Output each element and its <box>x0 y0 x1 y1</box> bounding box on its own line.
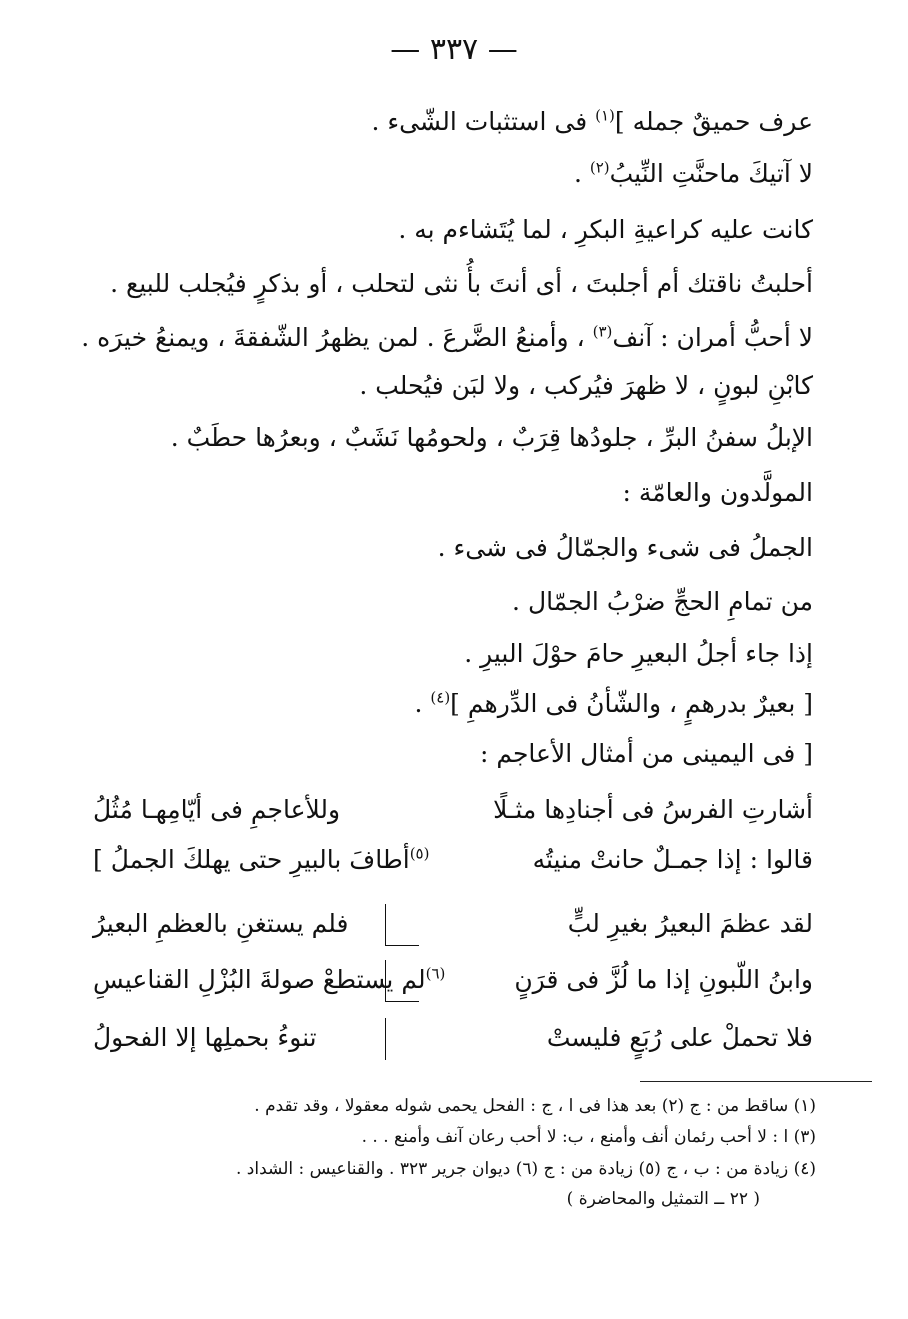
footnote-ref: (٥) <box>409 844 430 863</box>
verse-second-hemistich: فلم يستغنِ بالعظمِ البعيرُ <box>93 909 349 938</box>
footnote-ref: (٦) <box>425 964 446 983</box>
verse <box>93 788 813 832</box>
line-text-after: . <box>414 689 431 718</box>
verse-second-hemistich <box>93 958 445 1002</box>
text-line <box>93 212 813 248</box>
footnote-ref: (٤) <box>430 688 451 707</box>
text-line <box>93 266 813 302</box>
verse-first-hemistich: أشارتِ الفرسُ فى أجنادِها مثـلًا <box>493 795 813 824</box>
hemistich-text: لم يستطعْ صولةَ البُزْلِ القناعيسِ <box>93 965 426 994</box>
line-text: أحلبتُ ناقتك أم أجلبتَ ، أى أنتَ بأُ نثى لتحلب ، أو بذكرٍ فيُجلب للبيع . <box>110 269 813 298</box>
page-number: — ٣٣٧ — <box>390 32 518 67</box>
text-line <box>93 420 813 456</box>
footnote-line: (١) ساقط من : ج (٢) بعد هذا فى ا ، ج : الفحل يحمى شوله معقولا ، وقد تقدم . <box>254 1096 816 1116</box>
line-text: كابْنِ لبونٍ ، لا ظهرَ فيُركب ، ولا لبَن فيُحلب . <box>359 371 813 400</box>
verse-first-hemistich: فلا تحملْ على رُبَعٍ فليستْ <box>546 1023 813 1052</box>
text-line <box>93 156 813 192</box>
footnote-ref: (٢) <box>589 158 610 177</box>
verse-first-hemistich: وابنُ اللّبونِ إذا ما لُزَّ فى قرَنٍ <box>514 965 813 994</box>
line-text: الإبلُ سفنُ البرِّ ، جلودُها قِرَبٌ ، ولحومُها نَشَبٌ ، وبعرُها حطَبٌ . <box>170 423 813 452</box>
section-heading <box>93 475 813 511</box>
verse-second-hemistich: وللأعاجمِ فى أيّامِهـا مُثُلُ <box>93 795 341 824</box>
line-text: لا أحبُّ أمران : آنف <box>612 323 813 352</box>
text-line <box>93 584 813 620</box>
line-text: الجملُ فى شىء والجمّالُ فى شىء . <box>437 533 813 562</box>
line-text: إذا جاء أجلُ البعيرِ حامَ حوْلَ البيرِ . <box>464 639 813 668</box>
line-text-after: . <box>573 159 590 188</box>
text-line <box>81 320 813 356</box>
footnote-line: (٣) ا : لا أحب رئمان أنف وأمنع ، ب: لا أحب رعان آنف وأمنع . . . <box>361 1127 816 1147</box>
verse-first-hemistich: قالوا : إذا جمـلٌ حانتْ منيتُه <box>532 845 813 874</box>
line-text-after: ، وأمنعُ الضَّرعَ . لمن يظهرُ الشّفقةَ ، ويمنعُ خيرَه . <box>81 323 593 352</box>
line-text: لا آتيكَ ماحنَّتِ النِّيبُ <box>609 159 813 188</box>
verse-first-hemistich: لقد عظمَ البعيرُ بغيرِ لبٍّ <box>567 909 813 938</box>
text-line <box>93 736 813 772</box>
text-line <box>93 104 813 140</box>
line-text: [ فى اليمينى من أمثال الأعاجم : <box>479 739 813 768</box>
verse <box>93 902 813 946</box>
verse-second-hemistich <box>93 838 429 882</box>
text-line <box>93 686 813 722</box>
verse-second-hemistich: تنوءُ بحملِها إلا الفحولُ <box>93 1023 317 1052</box>
footnote-line: (٤) زيادة من : ب ، ج (٥) زيادة من : ج (٦) ديوان جرير ٣٢٣ . والقناعيس : الشداد . <box>236 1159 816 1179</box>
text-line <box>93 530 813 566</box>
footnote-ref: (٣) <box>592 322 613 341</box>
text-line <box>93 368 813 404</box>
line-text: من تمامِ الحجِّ ضرْبُ الجمّال . <box>512 587 813 616</box>
line-text: المولَّدون والعامّة : <box>622 478 813 507</box>
verse-divider <box>385 1018 419 1060</box>
line-text: عرف حميقٌ جمله ] <box>614 107 813 136</box>
verse <box>93 838 813 882</box>
footnote-ref: (١) <box>595 106 615 125</box>
signature-line: ( ٢٢ ــ التمثيل والمحاضرة ) <box>566 1189 760 1209</box>
line-text: [ بعيرٌ بدرهمٍ ، والشّأنُ فى الدِّرهمِ ] <box>450 689 813 718</box>
line-text-after: فى استثبات الشّىء . <box>371 107 596 136</box>
hemistich-text: أطافَ بالبيرِ حتى يهلكَ الجملُ ] <box>93 845 410 874</box>
verse-divider <box>385 904 419 946</box>
verse <box>93 958 813 1002</box>
footnote-separator <box>640 1081 872 1082</box>
line-text: كانت عليه كراعيةِ البكرِ ، لما يُتَشاءم به . <box>398 215 813 244</box>
verse <box>93 1016 813 1060</box>
text-line <box>93 636 813 672</box>
